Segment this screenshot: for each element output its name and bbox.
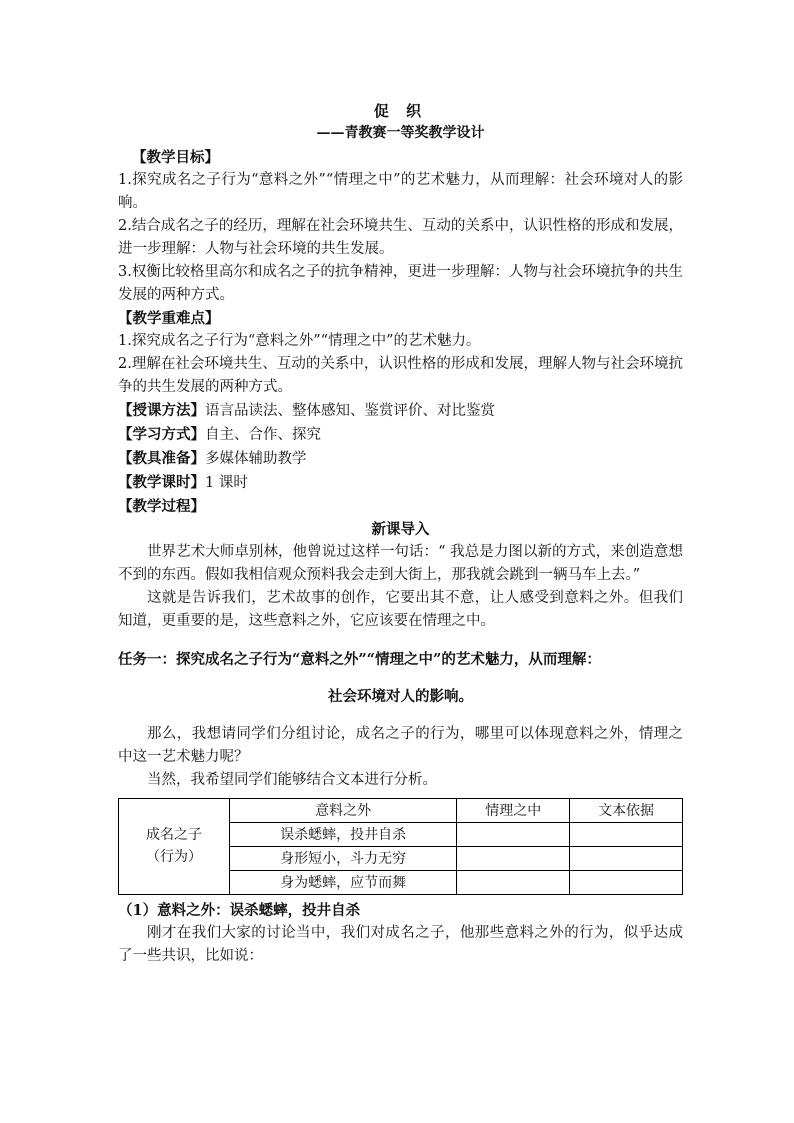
hours-value: 1 课时 xyxy=(205,475,248,491)
hours-line xyxy=(118,471,683,495)
column-header-evidence: 文本依据 xyxy=(570,798,683,822)
table-cell: 身为蟋蟀，应节而舞 xyxy=(230,870,457,894)
intro-heading: 新课导入 xyxy=(371,521,430,538)
column-header-unexpected: 意料之外 xyxy=(230,798,457,822)
table-row-header xyxy=(119,798,230,894)
goals-heading: 【教学目标】 xyxy=(132,149,219,166)
table-header-row xyxy=(119,798,683,822)
task1-paragraph-1: 那么，我想请同学们分组讨论，成名之子的行为，哪里可以体现意料之外，情理之中这一艺术魅力呢？ xyxy=(118,725,683,765)
intro-paragraph-2: 这就是告诉我们，艺术故事的创作，它要出其不意，让人感受到意料之外。但我们知道，更重要的是，这些意料之外，它应该要在情理之中。 xyxy=(118,590,683,629)
method-value: 语言品读法、整体感知、鉴赏评价、对比鉴赏 xyxy=(205,403,495,419)
table-cell xyxy=(457,822,570,846)
document-subtitle: ——青教赛一等奖教学设计 xyxy=(316,125,485,141)
document-page xyxy=(118,100,683,968)
table-cell: 身形短小，斗力无穷 xyxy=(230,846,457,870)
task1-heading-line2: 社会环境对人的影响。 xyxy=(328,688,473,705)
study-line xyxy=(118,423,683,447)
process-heading: 【教学过程】 xyxy=(118,498,205,515)
goal-item-1: 1.探究成名之子行为“意料之外”“情理之中”的艺术魅力，从而理解：社会环境对人的影响。 xyxy=(118,172,683,211)
table-cell xyxy=(457,870,570,894)
study-value: 自主、合作、探究 xyxy=(205,427,321,443)
sub1-paragraph: 刚才在我们大家的讨论当中，我们对成名之子，他那些意料之外的行为，似乎达成了一些共识，比如说： xyxy=(118,924,683,964)
key-points-heading: 【教学重难点】 xyxy=(118,310,220,327)
key-point-1: 1.探究成名之子行为“意料之外”“情理之中”的艺术魅力。 xyxy=(118,333,481,349)
tools-line xyxy=(118,447,683,471)
row-header-line-2: （行为） xyxy=(146,849,202,865)
key-point-2: 2.理解在社会环境共生、互动的关系中，认识性格的形成和发展，理解人物与社会环境抗争的共生发展的两种方式。 xyxy=(118,356,683,395)
intro-paragraph-1: 世界艺术大师卓别林，他曾说过这样一句话：“ 我总是力图以新的方式，来创造意想不到的东西。假如我相信观众预料我会走到大街上，那我就会跳到一辆马车上去。” xyxy=(118,544,683,583)
table-cell xyxy=(570,846,683,870)
task1-heading-line1: 任务一：探究成名之子行为“意料之外”“情理之中”的艺术魅力，从而理解： xyxy=(118,650,601,668)
table-cell xyxy=(457,846,570,870)
task1-paragraph-2: 当然，我希望同学们能够结合文本进行分析。 xyxy=(147,771,437,788)
table-cell xyxy=(570,870,683,894)
goal-item-3: 3.权衡比较格里高尔和成名之子的抗争精神，更进一步理解：人物与社会环境抗争的共生发展的两种方式。 xyxy=(118,264,683,303)
goal-item-2: 2.结合成名之子的经历，理解在社会环境共生、互动的关系中，认识性格的形成和发展，进一步理解：人物与社会环境的共生发展。 xyxy=(118,218,683,257)
sub1-heading: （1）意料之外：误杀蟋蟀，投井自杀 xyxy=(118,901,361,919)
document-title: 促 织 xyxy=(373,102,428,120)
tools-label: 【教具准备】 xyxy=(118,450,205,467)
analysis-table xyxy=(118,798,683,895)
hours-label: 【教学课时】 xyxy=(118,474,205,491)
row-header-line-1: 成名之子 xyxy=(146,827,202,843)
method-line xyxy=(118,399,683,423)
tools-value: 多媒体辅助教学 xyxy=(205,451,307,467)
study-label: 【学习方式】 xyxy=(118,426,205,443)
table-cell: 误杀蟋蟀，投井自杀 xyxy=(230,822,457,846)
method-label: 【授课方法】 xyxy=(118,402,205,419)
table-cell xyxy=(570,822,683,846)
column-header-reasonable: 情理之中 xyxy=(457,798,570,822)
